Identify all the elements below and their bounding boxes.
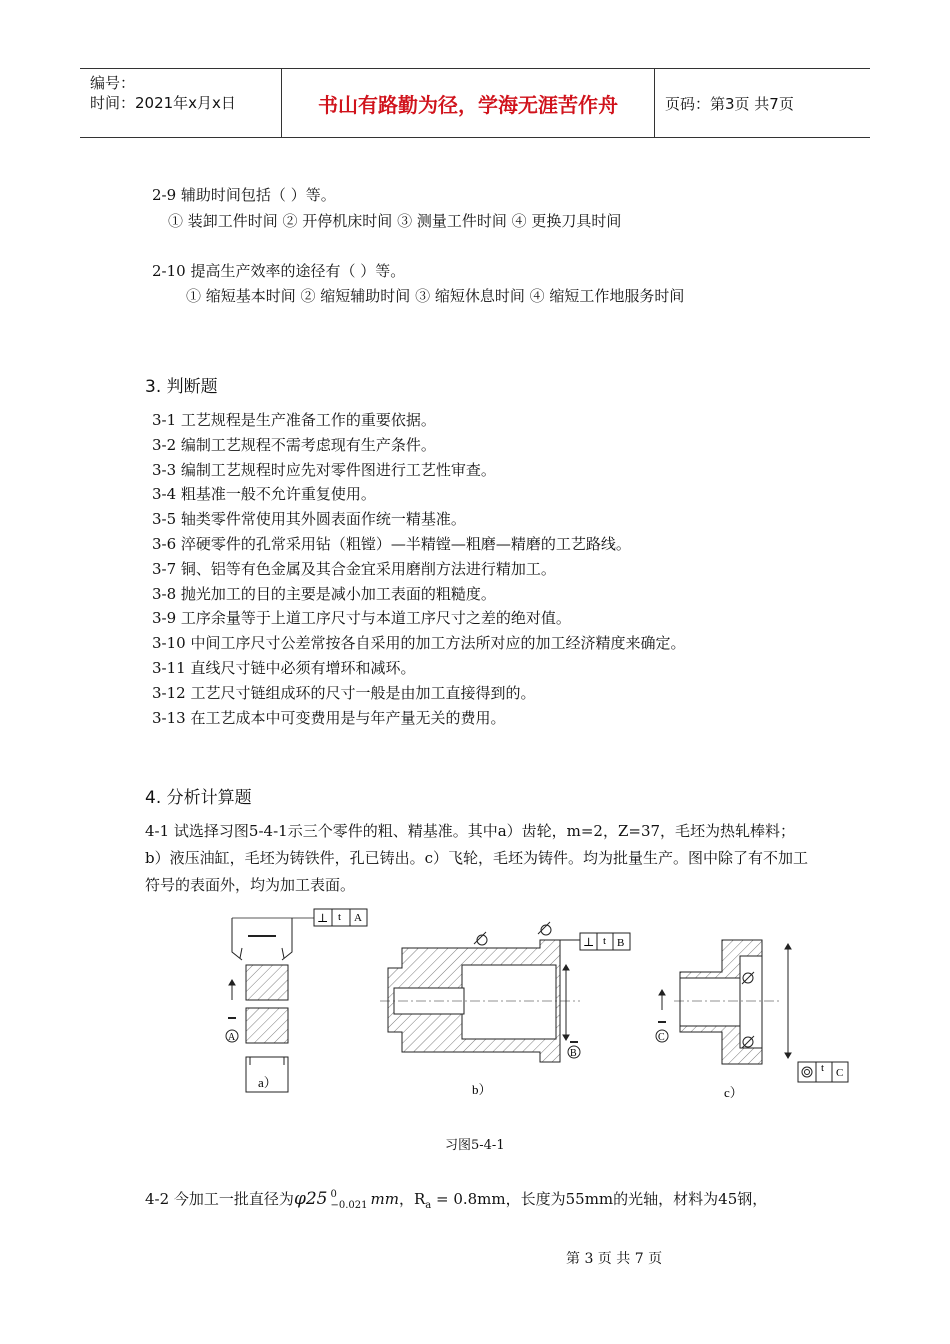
q2-unit: mm [370, 1190, 399, 1208]
judgment-item: 3-6 淬硬零件的孔常采用钻（粗镗）—半精镗—粗磨—精磨的工艺路线。 [152, 535, 631, 553]
judgment-item: 3-4 粗基准一般不允许重复使用。 [152, 485, 376, 504]
figure-a-datum-marker: A [228, 1032, 236, 1043]
q2-rest: ，R [398, 1190, 426, 1208]
header-meta [80, 69, 282, 137]
question-2-9-stem: 2-9 辅助时间包括（ ）等。 [152, 186, 336, 204]
question-2-9-options: ① 装卸工件时间 ② 开停机床时间 ③ 测量工件时间 ④ 更换刀具时间 [168, 212, 622, 230]
page-header [80, 68, 870, 138]
question-4-2-text [145, 1188, 767, 1211]
figure-b-cylinder [380, 922, 580, 1062]
doc-number-label: 编号： [90, 74, 136, 92]
figure-a-datum-label: A [354, 912, 362, 924]
judgment-item: 3-1 工艺规程是生产准备工作的重要依据。 [152, 411, 436, 429]
judgment-item: 3-12 工艺尺寸链组成环的尺寸一般是由加工直接得到的。 [152, 683, 536, 702]
judgment-item: 3-5 轴类零件常使用其外圆表面作统一精基准。 [152, 510, 466, 529]
figure-a-perp-symbol: ⊥ [317, 911, 329, 925]
judgment-item: 3-2 编制工艺规程不需考虑现有生产条件。 [152, 435, 436, 454]
q2-prefix: 4-2 今加工一批直径为 [145, 1190, 294, 1208]
judgment-item: 3-7 铜、铝等有色金属及其合金宜采用磨削方法进行精加工。 [152, 559, 556, 578]
judgment-item: 3-8 抛光加工的目的主要是减小加工表面的粗糙度。 [152, 584, 496, 603]
q2-lower-dev: −0.021 [330, 1200, 368, 1211]
q2-phi: φ25 [293, 1189, 328, 1209]
figure-b-datum-marker: B [570, 1048, 577, 1059]
judgment-item: 3-13 在工艺成本中可变费用是与年产量无关的费用。 [152, 708, 506, 727]
header-page-info: 页码：第3页 共7页 [665, 94, 794, 113]
question-4-1-text: 4-1 试选择习图5-4-1示三个零件的粗、精基准。其中a）齿轮，m=2，Z=37，毛坯为热轧棒料； b）液压油缸，毛坯为铸铁件，孔已铸出。c）飞轮，毛坯为铸件。均为批量生产。图中除了有不加工符号的表面外，均为加工表面。 [145, 822, 809, 894]
judgment-item: 3-3 编制工艺规程时应先对零件图进行工艺性审查。 [152, 460, 496, 479]
header-motto: 书山有路勤为径，学海无涯苦作舟 [282, 69, 655, 137]
figure-c-tolerance-frame [798, 1062, 848, 1082]
figure-b-tolerance-frame [580, 933, 630, 950]
figure-c-flywheel [656, 940, 791, 1064]
section-4-title: 4. 分析计算题 [145, 788, 252, 808]
figure-c-datum-label: C [836, 1067, 844, 1079]
q2-ra-sub: a [425, 1200, 432, 1211]
question-2-10-options: ① 缩短基本时间 ② 缩短辅助时间 ③ 缩短休息时间 ④ 缩短工作地服务时间 [186, 287, 685, 305]
q2-upper-dev: 0 [330, 1189, 337, 1200]
q2-tail: = 0.8mm，长度为55mm的光轴，材料为45钢， [431, 1190, 768, 1208]
figure-c-datum-marker: C [658, 1032, 665, 1043]
judgment-item: 3-11 直线尺寸链中必须有增环和减环。 [152, 659, 416, 677]
figure-b-perp-symbol: ⊥ [583, 935, 595, 949]
figure-b-label: b） [472, 1082, 492, 1097]
figure-b-tol-t: t [603, 935, 607, 947]
figure-b-datum-label: B [617, 937, 625, 949]
figure-a-tolerance-frame [314, 909, 367, 926]
figure-a-label: a） [258, 1075, 277, 1090]
figure-caption: 习图5-4-1 [445, 1138, 505, 1153]
judgment-item: 3-10 中间工序尺寸公差常按各自采用的加工方法所对应的加工经济精度来确定。 [152, 634, 686, 653]
section-3-title: 3. 判断题 [145, 377, 218, 397]
doc-time-label: 时间：2021年x月x日 [90, 94, 236, 112]
figure-a-tol-t: t [338, 911, 342, 923]
question-2-10-stem: 2-10 提高生产效率的途径有（ ）等。 [152, 262, 406, 280]
figure-a-gear [226, 918, 314, 1092]
page-footer: 第 3 页 共 7 页 [566, 1251, 663, 1267]
figure-c-label: c） [724, 1085, 743, 1100]
judgment-item: 3-9 工序余量等于上道工序尺寸与本道工序尺寸之差的绝对值。 [152, 609, 571, 628]
figure-c-tol-t: t [821, 1062, 825, 1074]
